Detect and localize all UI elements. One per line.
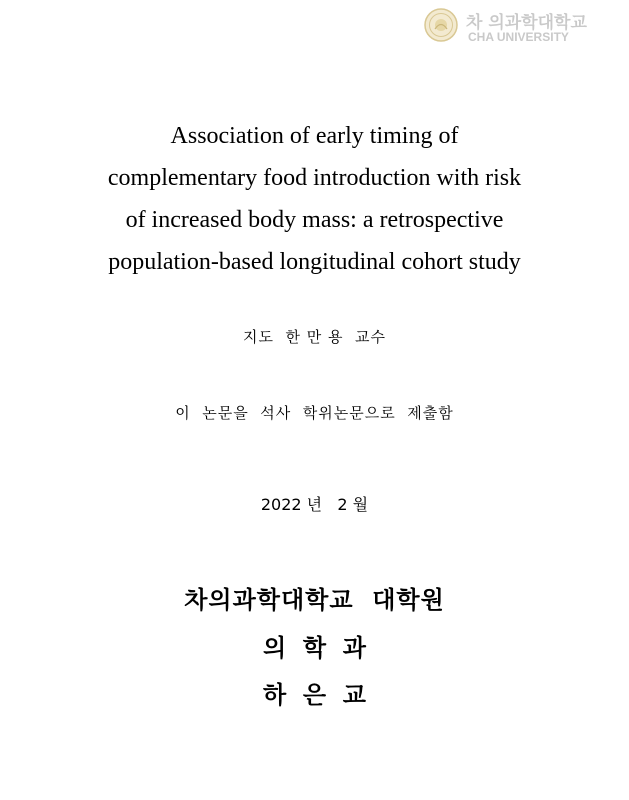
watermark-korean-name: 차 의과학대학교	[466, 13, 587, 33]
advisor-line: 지도 한 만 용 교수	[242, 328, 387, 346]
submission-date: 2022 년 2 월	[260, 495, 369, 514]
thesis-title	[0, 115, 629, 283]
thesis-title-line: of increased body mass: a retrospective	[125, 207, 504, 233]
graduate-school: 차의과학대학교 대학원	[184, 586, 445, 614]
thesis-title-line: population-based longitudinal cohort study	[108, 249, 521, 275]
university-watermark	[424, 6, 624, 46]
thesis-title-line: complementary food introduction with risk	[107, 165, 522, 191]
author-name: 하 은 교	[263, 681, 366, 709]
department: 의 학 과	[263, 634, 366, 662]
watermark-english-name: CHA UNIVERSITY	[468, 30, 569, 44]
submission-statement: 이 논문을 석사 학위논문으로 제출함	[175, 404, 454, 422]
university-seal-icon	[424, 8, 458, 42]
thesis-title-line: Association of early timing of	[170, 123, 459, 149]
